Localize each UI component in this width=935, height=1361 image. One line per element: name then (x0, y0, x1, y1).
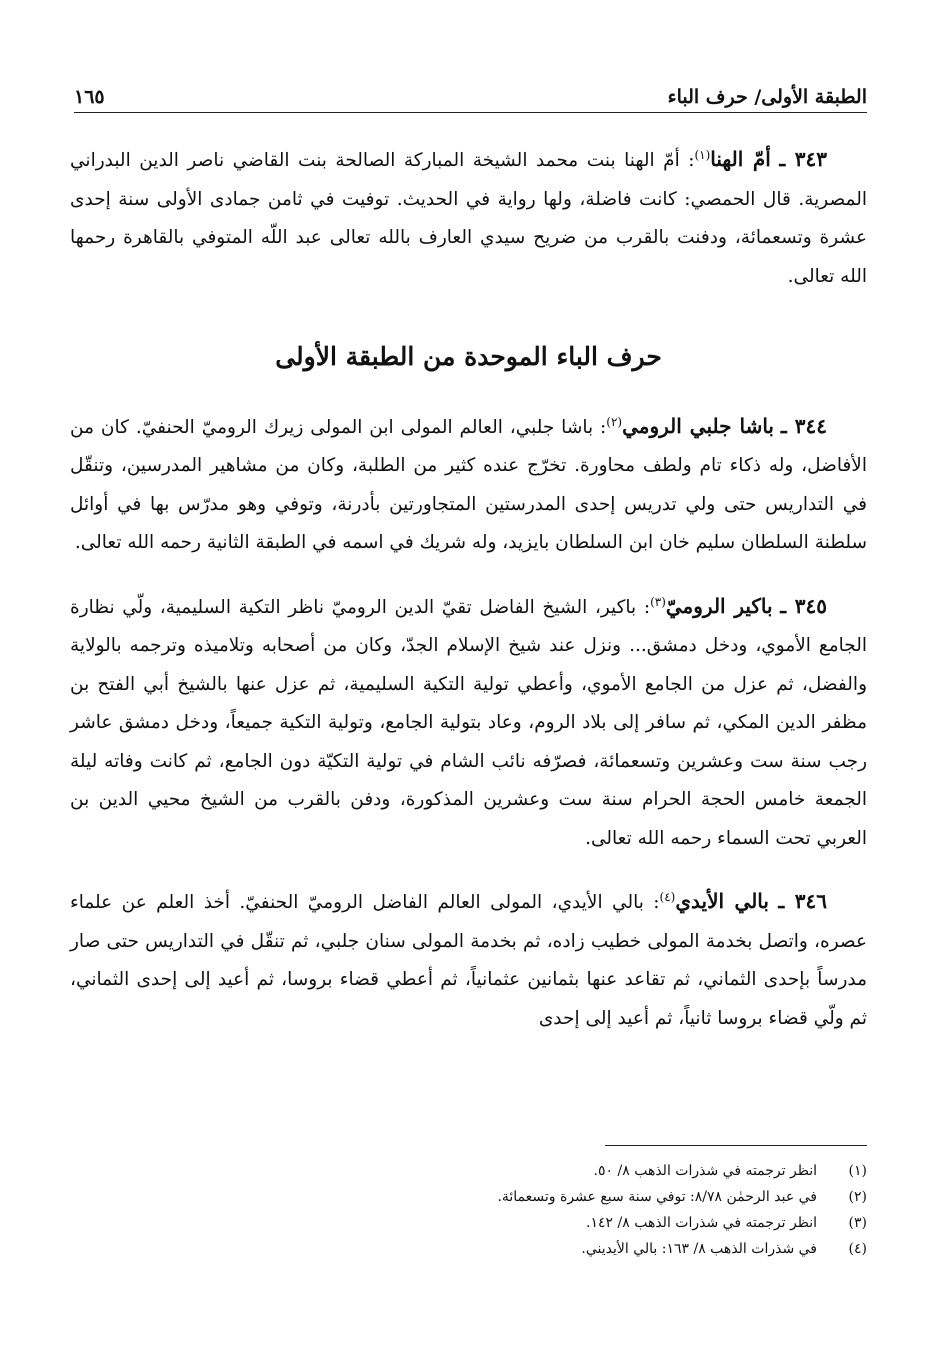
entry-344 (70, 407, 867, 563)
page-number: ١٦٥ (74, 86, 105, 108)
footnote-1 (80, 1158, 867, 1184)
entry-name: بالي الأيدي (675, 889, 769, 913)
footnote-text: في عبد الرحمٰن ٨/٧٨: توفي سنة سبع عشرة وتسعمائة. (497, 1189, 817, 1205)
entry-text: : باكير، الشيخ الفاضل تقيّ الدين الروميّ ناظر التكية السليمية، ولّي نظارة الجامع الأموي، ودخل دمشق... ونزل عند شيخ الإسلام الجدّ، وكان من أصحابه وتلاميذه وترجمه بالولاية والفضل، ثم عزل من الجامع الأموي، وأعطي تولية التكية السليمية، ثم عزل عنها بالشيخ أبي الفتح بن مظفر الدين المكي، ثم سافر إلى بلاد الروم، وعاد بتولية الجامع، وتولية التكية جميعاً، ودخل دمشق عاشر رجب سنة ست وعشرين وتسعمائة، فصرّفه نائب الشام في تولية التكيّة دون الجامع، ثم كانت وفاته ليلة الجمعة خامس الحجة الحرام سنة ست وعشرين المذكورة، ودفن بالقرب من الشيخ محيي الدين بن العربي تحت السماء رحمه الله تعالى. (70, 596, 867, 849)
entry-name: أمّ الهنا (710, 147, 771, 171)
section-heading: حرف الباء الموحدة من الطبقة الأولى (275, 342, 662, 371)
entry-345 (70, 587, 867, 859)
entry-name: باكير الروميّ (665, 593, 773, 618)
footnote-ref[interactable]: (١) (694, 147, 711, 162)
entry-343 (70, 140, 867, 296)
footnote-4 (80, 1236, 867, 1262)
footnotes (80, 1158, 867, 1262)
entry-text: : أمّ الهنا بنت محمد الشيخة المباركة الصالحة بنت القاضي ناصر الدين البدراني المصرية. قال الحمصي: كانت فاضلة، ولها رواية في الحديث. توفيت في ثامن جمادى الأولى سنة إحدى عشرة وتسعمائة، ودفنت بالقرب من ضريح سيدي العارف بالله تعالى عبد اللّه المتوفي بالقاهرة رحمها الله تعالى. (70, 150, 867, 287)
footnote-number: (٤) (848, 1241, 867, 1257)
footnote-3 (80, 1210, 867, 1236)
entry-number: ٣٤٦ ـ (778, 889, 827, 913)
running-title: الطبقة الأولى/ حرف الباء (667, 86, 867, 108)
footnote-text: انظر ترجمته في شذرات الذهب ٨/ ٥٠. (593, 1163, 817, 1179)
entry-number: ٣٤٥ ـ (780, 593, 827, 618)
running-header (74, 72, 867, 113)
entry-text: : بالي الأيدي، المولى العالم الفاضل الروميّ الحنفيّ. أخذ العلم عن علماء عصره، واتصل بخدمة المولى خطيب زاده، ثم بخدمة المولى سنان جلبي، ثم تنقّل في التداريس حتى صار مدرساً بإحدى الثماني، ثم تقاعد عنها بثمانين عثمانياً، ثم أعطي قضاء بروسا، ثم أعيد إلى إحدى الثماني، ثم ولّي قضاء بروسا ثانياً، ثم أعيد إلى إحدى (70, 892, 867, 1029)
footnote-number: (٢) (848, 1189, 867, 1205)
footnote-divider (605, 1145, 867, 1146)
footnote-ref[interactable]: (٢) (606, 414, 623, 429)
footnote-number: (٣) (848, 1215, 867, 1231)
entry-346 (70, 882, 867, 1038)
footnote-number: (١) (848, 1163, 867, 1179)
entry-text: : باشا جلبي، العالم المولى ابن المولى زيرك الروميّ الحنفيّ. كان من الأفاضل، وله ذكاء تام ولطف محاورة. تخرّج عنده كثير من الطلبة، وكان من مشاهير المدرسين، وتنقّل في التداريس حتى ولي تدريس إحدى المدرستين المتجاورتين بأدرنة، وتوفي وهو مدرّس بها في أوائل سلطنة السلطان سليم خان ابن السلطان بايزيد، وله شريك في اسمه في الطبقة الثانية رحمه الله تعالى. (70, 416, 867, 553)
footnote-2 (80, 1184, 867, 1210)
footnote-text: انظر ترجمته في شذرات الذهب ٨/ ١٤٢. (586, 1215, 817, 1231)
entry-number: ٣٤٤ ـ (780, 413, 827, 438)
footnote-ref[interactable]: (٤) (659, 889, 676, 904)
footnote-ref[interactable]: (٣) (650, 594, 666, 609)
entry-number: ٣٤٣ ـ (779, 147, 828, 171)
footnote-text: في شذرات الذهب ٨/ ١٦٣: بالي الأيديني. (581, 1241, 817, 1257)
entry-name: باشا جلبي الرومي (622, 413, 774, 438)
body-text (70, 140, 867, 1062)
